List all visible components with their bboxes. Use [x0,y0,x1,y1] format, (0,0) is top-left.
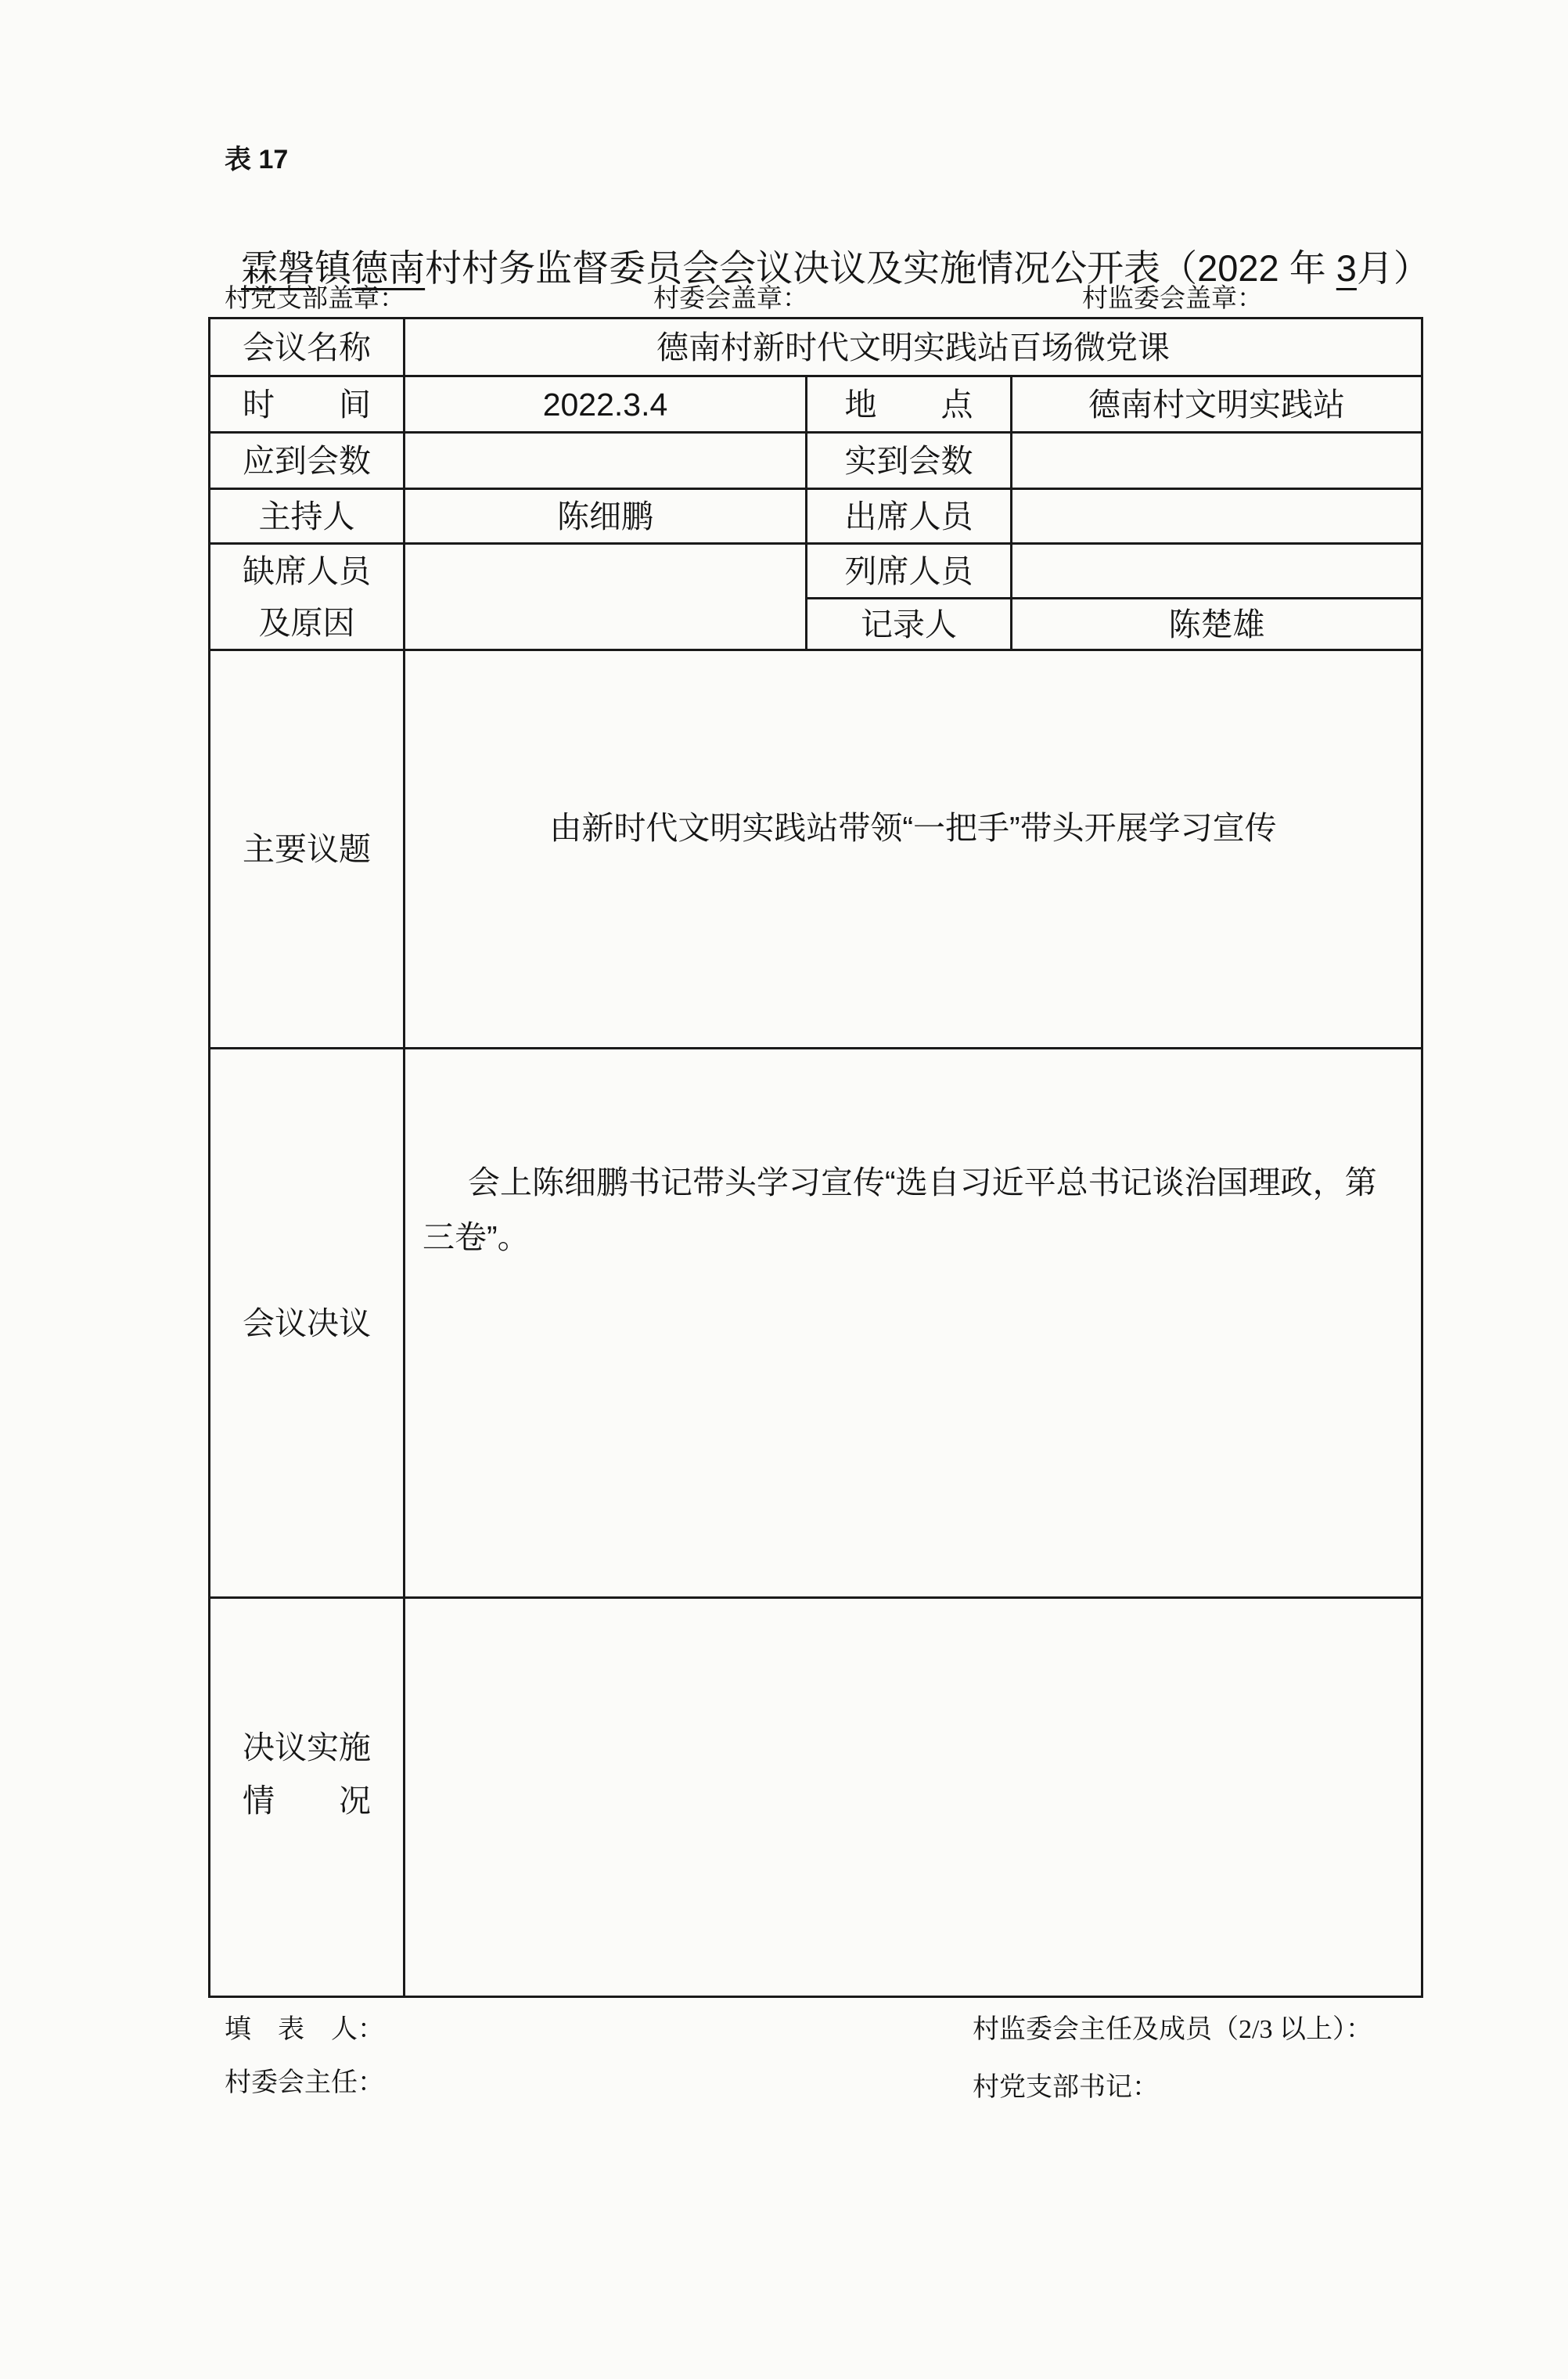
implementation-label-cell [210,1599,405,1998]
meeting-name-value-cell [405,319,1423,377]
host-label-cell [210,490,405,545]
title-month-suffix: 月） [1356,247,1430,289]
host-label: 主持人 [258,498,355,534]
host-value: 陈细鹏 [557,498,653,534]
supervision-committee-stamp-label: 村监委会盖章： [1082,285,1263,313]
expected-attendance-label: 应到会数 [243,442,371,479]
observers-label: 列席人员 [844,552,973,589]
absent-label-cell [210,545,405,651]
time-label: 时 间 [243,386,371,423]
time-value: 2022.3.4 [542,386,668,423]
main-topic-label: 主要议题 [243,831,371,867]
absent-label-line-1: 缺席人员 [243,552,371,589]
meeting-record-table [208,317,1423,1998]
village-committee-stamp-label: 村委会盖章： [653,285,808,313]
main-topic-label-cell [210,651,405,1049]
title-town-suffix: 镇 [315,247,352,289]
attendees-value-cell [1012,490,1423,545]
implementation-value-cell [405,1599,1423,1998]
page-title [221,203,1430,290]
form-number: 表 17 [225,145,289,175]
committee-director-label: 村委会主任： [225,2068,384,2097]
actual-attendance-value-cell [1012,434,1423,490]
location-value-cell [1012,377,1423,434]
host-value-cell [405,490,807,545]
resolution-value-cell [405,1049,1423,1599]
title-main-text: 村村务监督委员会会议决议及实施情况公开表（2022 年 [425,247,1336,289]
recorder-value: 陈楚雄 [1168,606,1265,642]
absent-value-cell [405,545,807,651]
expected-attendance-label-cell [210,434,405,490]
recorder-value-cell [1012,599,1423,651]
meeting-name-label: 会议名称 [243,329,371,365]
observers-value-cell [1012,545,1423,599]
resolution-text-line-2: 三卷”。 [423,1219,530,1255]
location-value: 德南村文明实践站 [1088,386,1345,423]
resolution-label: 会议决议 [243,1305,371,1341]
title-town-name: 霖磐 [241,247,315,289]
party-secretary-label: 村党支部书记： [973,2073,1159,2102]
main-topic-value-cell [405,651,1423,1049]
title-village-name: 德南 [351,247,426,289]
meeting-name-label-cell [210,319,405,377]
actual-attendance-label-cell [807,434,1012,490]
location-label: 地 点 [844,386,973,423]
party-branch-stamp-label: 村党支部盖章： [225,285,405,313]
form-filler-label: 填 表 人： [225,2015,384,2044]
observers-label-cell [807,545,1012,599]
resolution-label-cell [210,1049,405,1599]
main-topic-value: 由新时代文明实践站带领“一把手”带头开展学习宣传 [549,810,1277,846]
actual-attendance-label: 实到会数 [844,442,973,479]
attendees-label-cell [807,490,1012,545]
meeting-name-value: 德南村新时代文明实践站百场微党课 [656,329,1170,365]
time-value-cell [405,377,807,434]
title-month: 3 [1336,247,1357,289]
attendees-label: 出席人员 [844,498,973,534]
resolution-text-line-1: 会上陈细鹏书记带头学习宣传“选自习近平总书记谈治国理政，第 [468,1164,1377,1200]
absent-label-line-2: 及原因 [258,604,355,641]
expected-attendance-value-cell [405,434,807,490]
implementation-label-line-1: 决议实施 [243,1729,371,1765]
recorder-label: 记录人 [861,606,957,642]
supervision-members-label: 村监委会主任及成员（2/3 以上）： [973,2015,1372,2044]
recorder-label-cell [807,599,1012,651]
implementation-label-line-2: 情 况 [243,1782,371,1819]
time-label-cell [210,377,405,434]
location-label-cell [807,377,1012,434]
